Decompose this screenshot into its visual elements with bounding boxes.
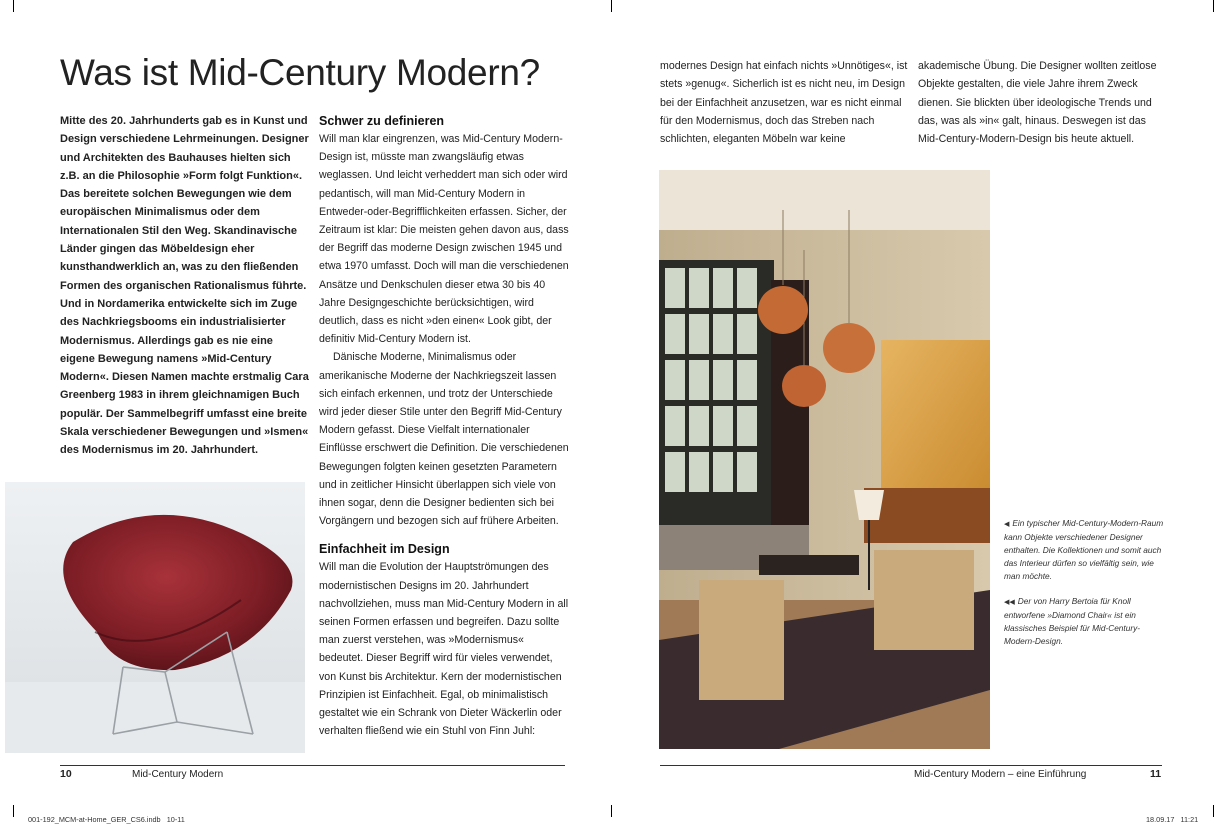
- intro-text-column: [60, 112, 310, 460]
- caption-arrow-icon: ◀: [1004, 521, 1010, 528]
- intro-paragraph: Mitte des 20. Jahrhunderts gab es in Kunst und Design verschiedene Lehrmeinungen. Designer und Architekten des Bauhauses hielten sich z.B. an die Philosophie »Form folgt Funktion«. Das bereitete solchen Bewegungen wie dem europäischen Minimalismus oder dem Internationalen Stil den Weg. Skandinavische Länder gingen das Möbeldesign eher kunsthandwerklich an, was zu den fließenden Formen des organischen Rationalismus führte. Und in Nordamerika entwickelte sich im Zuge des Nachkriegsbooms ein industrialisierter Modernismus. Allerdings gab es nie eine eigene Bewegung namens »Mid-Century Modern«. Diesen Namen machte erstmalig Cara Greenberg 1983 in ihrem gleichnamigen Buch populär. Der Sammelbegriff umfasst eine breite Skala verschiedener Bewegungen und »Ismen« des Modernismus im 20. Jahrhundert.: [60, 115, 309, 457]
- caption-text: Ein typischer Mid-Century-Modern-Raum kann Objekte verschiedener Designer enthalten. Die Kollektionen und somit auch das Interieur dürfen so vielfältig sein, wie man möchte.: [1004, 518, 1164, 581]
- right-text-column-1: [660, 57, 910, 148]
- footer-rule: [660, 765, 1162, 766]
- print-slug-right: 18.09.17 11:21: [1146, 815, 1199, 824]
- section-heading: Schwer zu definieren: [319, 114, 445, 128]
- crop-mark: [611, 0, 612, 12]
- body-paragraph: modernes Design hat einfach nichts »Unnötiges«, ist stets »genug«. Sicherlich ist es nicht neu, im Design bei der Einfachheit anzusetzen, war es nicht einmal für den Modernismus, doch das Streben nach schlichten, eleganten Möbeln war keine: [660, 60, 908, 146]
- running-footer-right: Mid-Century Modern – eine Einführung: [914, 769, 1087, 780]
- diamond-chair-photo: [5, 482, 305, 753]
- room-illustration: [659, 170, 990, 749]
- photo-caption: [1004, 517, 1164, 583]
- page-title: Was ist Mid-Century Modern?: [60, 52, 540, 93]
- crop-mark: [13, 805, 14, 817]
- print-slug-left: 001-192_MCM-at-Home_GER_CS6.indb 10-11: [28, 815, 185, 824]
- caption-arrow-icon: ◀◀: [1004, 599, 1015, 606]
- body-paragraph: akademische Übung. Die Designer wollten zeitlose Objekte gestalten, die viele Jahre ihrem Zweck dienen. Sie blickten über ideologische Trends und das, was als »in« galt, hinaus. Deswegen ist das Mid-Century-Modern-Design bis heute aktuell.: [918, 60, 1157, 146]
- crop-mark: [1213, 805, 1214, 817]
- right-text-column-2: [918, 57, 1168, 148]
- middle-text-column: [319, 112, 569, 741]
- living-room-photo: [659, 170, 990, 749]
- crop-mark: [1213, 0, 1214, 12]
- body-paragraph: Will man die Evolution der Hauptströmungen des modernistischen Designs im 20. Jahrhundert nachvollziehen, muss man Mid-Century Modern in all seinen Formen erfassen und begreifen. Dazu sollte man zuerst verstehen, was »Modernismus« bedeutet. Dieser Begriff wird für vieles verwendet, von Kunst bis Architektur. Kern der modernistischen Prinzipien ist Einfachheit. Egal, ob minimalistisch gestaltet wie ein Schrank von Dieter Wäckerlin oder verhalten fließend wie ein Stuhl von Finn Juhl:: [319, 561, 569, 738]
- section-heading: Einfachheit im Design: [319, 542, 450, 557]
- page-number-right: 11: [1150, 768, 1162, 780]
- body-paragraph: Dänische Moderne, Minimalismus oder amerikanische Moderne der Nachkriegszeit lassen sich einfach erkennen, und trotz der Unterschiede wird jeder dieser Stile unter den Begriff Mid-Century Modern gefasst. Diese Vielfalt internationaler Einflüsse erschwert die Definition. Die verschiedenen Bewegungen folgten keinen gesetzten Parametern und in zeitlicher Hinsicht überlappen sich viele von ihnen sogar, denn die Designer bedienten sich bei Vorgängern und bezogen sich auf frühere Arbeiten.: [319, 351, 569, 528]
- body-paragraph: Will man klar eingrenzen, was Mid-Century Modern-Design ist, müsste man zwangsläufig etwas weglassen. Und leicht verheddert man sich oder wird pedantisch, will man Mid-Century Modern in Entweder-oder-Begrifflichkeiten erfassen. Sicher, der Zeitraum ist klar: Die meisten gehen davon aus, dass der Begriff das moderne Design zwischen 1945 und etwa 1970 umfasst. Doch will man die verschiedenen Ansätze und Denkschulen dieser etwa 30 bis 40 Jahre Designgeschichte berücksichtigen, wird deutlich, dass es nicht »den einen« Look gibt, der definitiv Mid-Century Modern ist.: [319, 133, 569, 346]
- photo-caption: [1004, 595, 1164, 648]
- crop-mark: [611, 805, 612, 817]
- running-footer-left: Mid-Century Modern: [132, 769, 224, 780]
- page-number-left: 10: [60, 768, 72, 780]
- footer-rule: [60, 765, 565, 766]
- caption-text: Der von Harry Bertoia für Knoll entworfene »Diamond Chair« ist ein klassisches Beispiel für Mid-Century-Modern-Design.: [1004, 596, 1141, 646]
- crop-mark: [13, 0, 14, 12]
- chair-illustration: [5, 482, 305, 753]
